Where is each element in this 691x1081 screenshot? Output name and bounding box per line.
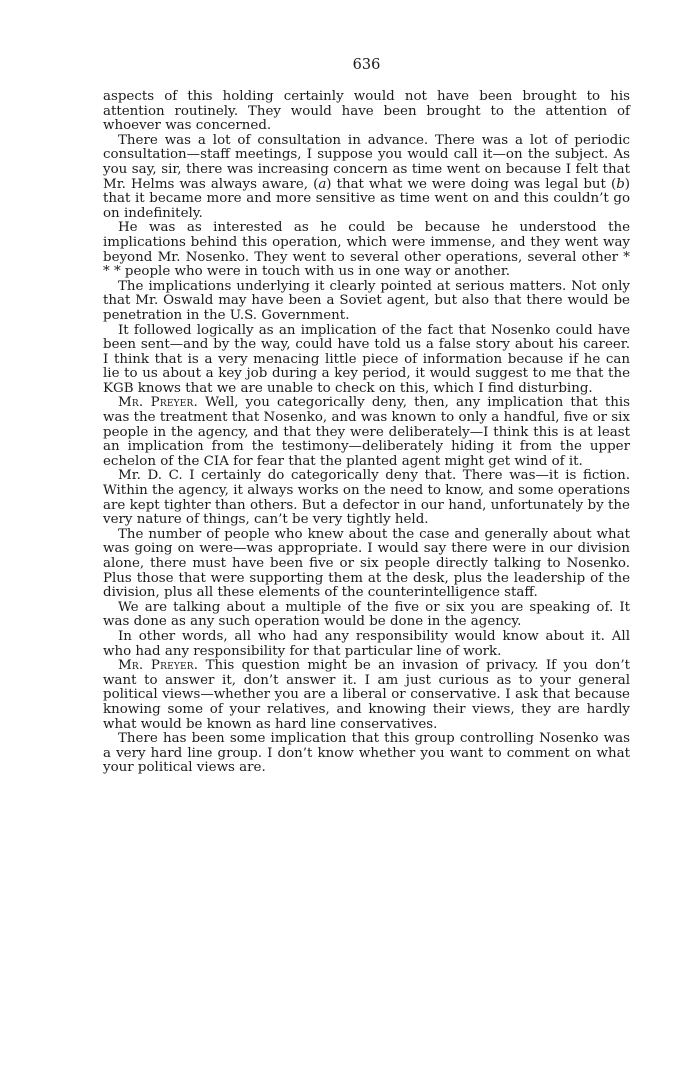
speaker-name: Mr. D. C. (118, 468, 183, 484)
paragraph (103, 280, 630, 324)
paragraph (103, 324, 630, 397)
paragraph (103, 630, 630, 659)
paragraph-text: We are talking about a multiple of the five or six you are speaking of. It was done as any such operation would be done in the agency. (103, 599, 630, 630)
paragraph (103, 90, 630, 134)
paragraph (103, 528, 630, 601)
paragraph (103, 659, 630, 732)
paragraph-text: There has been some implication that this group controlling Nosenko was a very hard line group. I don’t know whether you want to comment on what your political views are. (103, 731, 630, 776)
paragraph (103, 221, 630, 279)
paragraph: There was a lot of consultation in advance. There was a lot of periodic consultation—staff meetings, I suppose you would call it—on the subject. As you say, sir, there was increasing concern as time went on because I felt that Mr. Helms was always aware, (a) that what we were doing was legal but (b) that it became more and more sensitive as time went on and this couldn’t go on indefinitely. (103, 132, 630, 221)
paragraph (103, 601, 630, 630)
paragraph-text: The implications underlying it clearly pointed at serious matters. Not only that Mr. Oswald may have been a Soviet agent, but also that there would be penetration in the U.S. Government. (103, 278, 630, 323)
paragraph (103, 396, 630, 469)
list-marker: b (616, 176, 625, 192)
paragraph-text: The number of people who knew about the case and generally about what was going on were—was appropriate. I would say there were in our division alone, there must have been five or six people directly talking to Nosenko. Plus those that were supporting them at the desk, plus the leadership of the division, plus all these elements of the counterintelligence staff. (103, 526, 630, 601)
paragraph-text: In other words, all who had any responsibility would know about it. All who had any responsibility for that particular line of work. (103, 628, 630, 659)
paragraph-text: Well, you categorically deny, then, any implication that this was the treatment that Nosenko, and was known to only a handful, five or six people in the agency, and that they were deliberately—I think this is at least an implication from the testimony—deliberately hiding it from the upper echelon of the CIA for fear that the planted agent might get wind of it. (103, 395, 630, 469)
page-number: 636 (352, 57, 381, 73)
speaker-name: Mr. Preyer. (118, 658, 199, 674)
paragraph-text: It followed logically as an implication of the fact that Nosenko could have been sent—and by the way, could have told us a false story about his career. I think that is a very menacing little piece of information because if he can lie to us about a key job during a key period, it would suggest to me that the KGB knows that we are unable to check on this, which I find disturbing. (103, 322, 630, 396)
paragraph-text: This question might be an invasion of privacy. If you don’t want to answer it, don’t answer it. I am just curious as to your general political views—whether you are a liberal or conservative. I ask that because knowing some of your relatives, and knowing their views, they are hardly what would be known as hard line conservatives. (103, 658, 630, 732)
document-page (103, 56, 630, 776)
speaker-name: Mr. Preyer. (118, 395, 198, 411)
paragraph-text: He was as interested as he could be because he understood the implications behind this operation, which were immense, and they went way beyond Mr. Nosenko. They went to several other operations, several other * * * people who were in touch with us in one way or another. (103, 220, 630, 280)
paragraph (103, 469, 630, 527)
paragraph (103, 732, 630, 776)
paragraph-text: aspects of this holding certainly would not have been brought to his attention routinely. They would have been brought to the attention of whoever was concerned. (103, 89, 630, 134)
paragraph-text: I certainly do categorically deny that. There was—it is fiction. Within the agency, it always works on the need to know, and some operations are kept tighter than others. But a defector in our hand, unfortunately by the very nature of things, can’t be very tightly held. (103, 468, 630, 528)
list-marker: a (318, 176, 327, 192)
